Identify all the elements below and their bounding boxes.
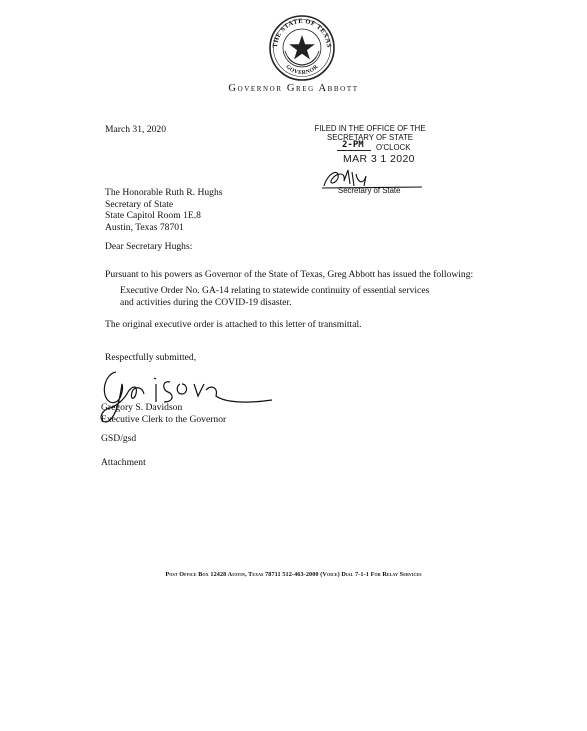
seal-top-text: THE STATE OF TEXAS	[271, 17, 333, 49]
filing-stamp	[310, 124, 430, 153]
stamp-line-1: FILED IN THE OFFICE OF THE	[314, 124, 426, 133]
stamp-title: Secretary of State	[338, 186, 401, 195]
texas-seal-icon	[268, 14, 336, 82]
salutation: Dear Secretary Hughs:	[105, 241, 193, 252]
signer-name: Gregory S. Davidson	[101, 402, 183, 413]
order-line-2: and activities during the COVID-19 disaster.	[120, 296, 292, 308]
stamp-line-2: SECRETARY OF STATE	[327, 133, 413, 142]
initials: GSD/gsd	[101, 433, 137, 444]
recipient-city: Austin, Texas 78701	[105, 221, 184, 233]
order-line-1: Executive Order No. GA-14 relating to statewide continuity of essential services	[120, 285, 430, 296]
seal-bottom-text: GOVERNOR	[284, 63, 320, 77]
recipient-room: State Capitol Room 1E.8	[105, 210, 201, 221]
footer-address: Post Office Box 12428 Austin, Texas 78711 512-463-2000 (Voice) Dial 7-1-1 For Relay Services	[165, 571, 422, 578]
executive-order-description	[120, 285, 429, 308]
attachment-note: Attachment	[101, 457, 146, 468]
closing: Respectfully submitted,	[105, 352, 197, 363]
recipient-address	[105, 187, 223, 233]
signer-block	[101, 402, 226, 425]
stamp-date: MAR 3 1 2020	[343, 153, 415, 165]
paragraph-1: Pursuant to his powers as Governor of the State of Texas, Greg Abbott has issued the following:	[105, 269, 474, 280]
stamp-handwritten-time: 2-PM	[342, 140, 364, 150]
stamp-oclock: O'CLOCK	[376, 143, 411, 152]
letter-date: March 31, 2020	[105, 124, 167, 135]
signer-title: Executive Clerk to the Governor	[101, 413, 227, 425]
paragraph-2: The original executive order is attached to this letter of transmittal.	[105, 319, 362, 330]
recipient-name: The Honorable Ruth R. Hughs	[105, 187, 223, 198]
stamp-time-row	[310, 142, 430, 153]
letterhead: Governor Greg Abbott	[228, 83, 359, 94]
recipient-title: Secretary of State	[105, 198, 174, 210]
